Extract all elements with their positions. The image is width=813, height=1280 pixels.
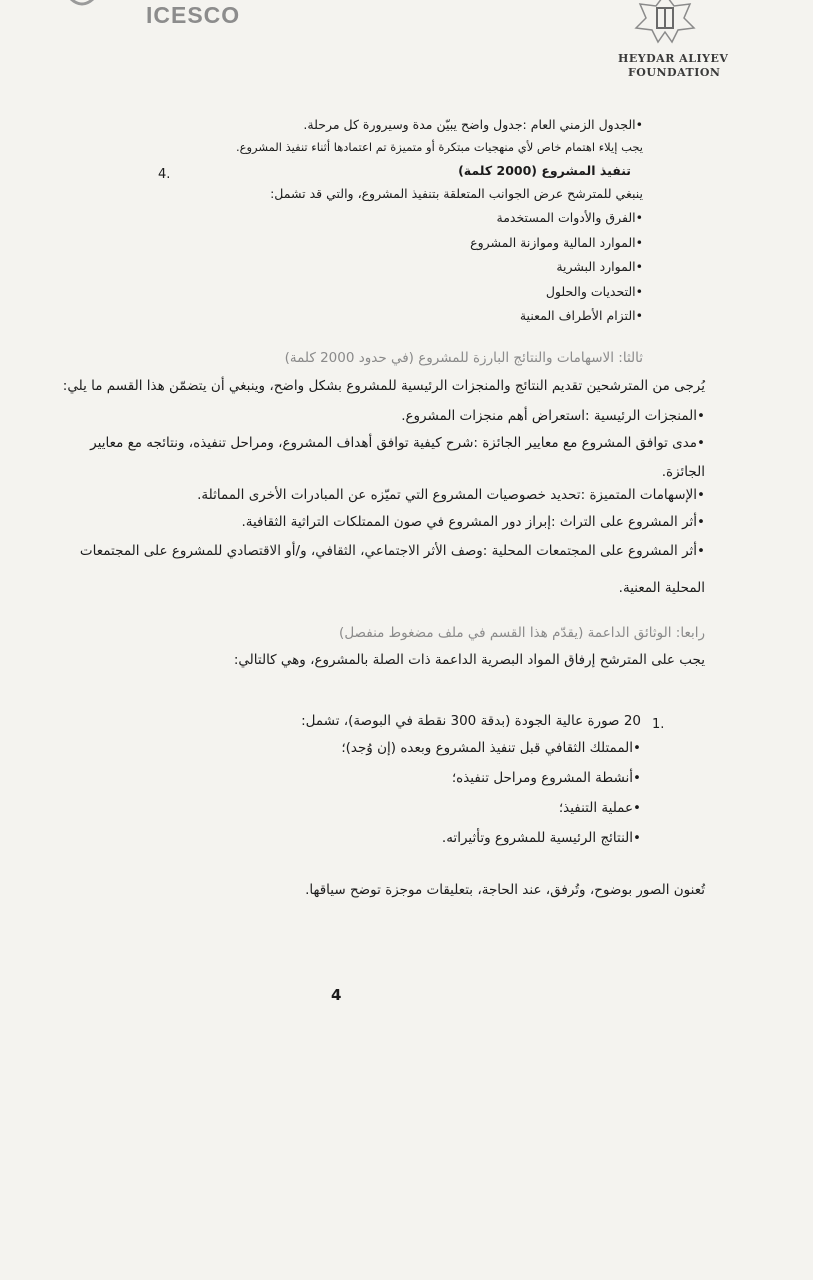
icesco-wordmark: ICESCO [146,2,241,28]
heydar-aliyev-foundation-logo [600,0,760,84]
section4-item1-title: 20 صورة عالية الجودة (بدقة 300 نقطة في البوصة)، تشمل: [301,713,641,729]
item4-number: 4. [158,167,171,182]
section3-bullet-communities-line1: •أثر المشروع على المجتمعات المحلية :وصف الأثر الاجتماعي، الثقافي، و/أو الاقتصادي للمشروع على المجتمعات [79,543,705,559]
section3-bullet-communities-line2: المحلية المعنية. [618,580,705,596]
methodology-note: يجب إيلاء اهتمام خاص لأي منهجيات مبتكرة أو متميزة تم اعتمادها أثناء تنفيذ المشروع. [235,140,643,154]
section4-bullet-before-after: •الممتلك الثقافي قبل تنفيذ المشروع وبعده (إن وُجد)؛ [341,740,641,756]
page-number: 4 [331,986,342,1004]
section3-bullet-criteria-line2: الجائزة. [661,464,705,480]
section3-heading: ثالثا: الاسهامات والنتائج البارزة للمشروع (في حدود 2000 كلمة) [284,350,643,366]
foundation-emblem-icon [630,0,700,44]
section3-bullet-contributions: •الإسهامات المتميزة :تحديد خصوصيات المشروع التي تميّزه عن المبادرات الأخرى المماثلة. [197,487,705,503]
item4-title: تنفيذ المشروع (2000 كلمة) [458,163,631,178]
section3-bullet-criteria-line1: •مدى توافق المشروع مع معايير الجائزة :شرح كيفية توافق أهداف المشروع، ومراحل تنفيذه، ونتائجه مع معايير [90,435,705,451]
section4-item1-number: 1. [652,717,665,732]
section3-intro: يُرجى من المترشحين تقديم النتائج والمنجزات الرئيسية للمشروع بشكل واضح، وينبغي أن يتضمّن هذا القسم ما يلي: [62,378,705,394]
section4-heading: رابعا: الوثائق الداعمة (يقدّم هذا القسم في ملف مضغوط منفصل) [339,625,705,641]
section4-intro: يجب على المترشح إرفاق المواد البصرية الداعمة ذات الصلة بالمشروع، وهي كالتالي: [233,652,705,668]
section4-closing-note: تُعنون الصور بوضوح، وتُرفق، عند الحاجة، بتعليقات موجزة توضح سياقها. [305,882,705,898]
item4-intro: ينبغي للمترشح عرض الجوانب المتعلقة بتنفيذ المشروع، والتي قد تشمل: [270,186,643,201]
item4-bullet-challenges: •التحديات والحلول [545,284,643,299]
icesco-emblem-icon [56,0,108,24]
section4-bullet-activities: •أنشطة المشروع ومراحل تنفيذه؛ [451,770,641,786]
icesco-logo [48,0,268,34]
section4-bullet-process: •عملية التنفيذ؛ [558,800,641,816]
section3-bullet-heritage: •أثر المشروع على التراث :إبراز دور المشروع في صون الممتلكات التراثية الثقافية. [241,514,705,530]
section4-bullet-results: •النتائج الرئيسية للمشروع وتأثيراته. [441,830,641,846]
item4-bullet-finance: •الموارد المالية وموازنة المشروع [470,235,643,250]
foundation-name-line2: FOUNDATION [628,66,721,79]
foundation-name-line1: HEYDAR ALIYEV [618,52,729,65]
item4-bullet-teams: •الفرق والأدوات المستخدمة [496,210,643,225]
timeline-bullet: •الجدول الزمني العام :جدول واضح يبيّن مدة وسيرورة كل مرحلة. [303,117,643,132]
item4-bullet-hr: •الموارد البشرية [556,259,643,274]
section3-bullet-achievements: •المنجزات الرئيسية :استعراض أهم منجزات المشروع. [401,408,705,424]
item4-bullet-stakeholders: •التزام الأطراف المعنية [519,308,643,323]
